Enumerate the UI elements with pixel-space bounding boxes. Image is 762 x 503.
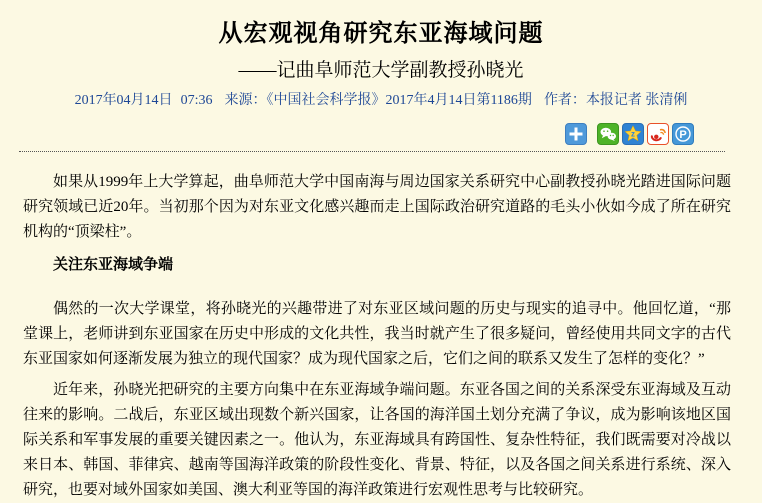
paragraph: 偶然的一次大学课堂，将孙晓光的兴趣带进了对东亚区域问题的历史与现实的追寻中。他回忆道，“那堂课上，老师讲到东亚国家在历史中形成的文化共性，我当时就产生了很多疑问，曾经使用共同文字的古代东亚国家如何逐渐发展为独立的现代国家？成为现代国家之后，它们之间的联系又发生了怎样的变化？” [23,301,731,367]
dotted-divider [19,151,725,152]
paragraph: 近年来，孙晓光把研究的主要方向集中在东亚海域争端问题。东亚各国之间的关系深受东亚海域及互动往来的影响。二战后，东亚区域出现数个新兴国家，让各国的海洋国土划分充满了争议，成为影响该地区国际关系和军事发展的重要关键因素之一。他认为，东亚海域具有跨国性、复杂性特征，我们既需要对冷战以来日本、韩国、菲律宾、越南等国海洋政策的阶段性变化、背景、特征，以及各国之间关系进行系统、深入研究，也要对域外国家如美国、澳大利亚等国的海洋政策进行宏观性思考与比较研究。 [23,382,731,498]
source-label: 来源： [224,93,267,108]
weibo-eye-icon [647,123,669,145]
share-toolbar [0,123,762,145]
article-title: 从宏观视角研究东亚海域问题 [218,21,544,47]
author-name: 本报记者 张清俐 [585,93,688,108]
svg-text:z: z [631,129,635,139]
author-label: 作者： [543,93,586,108]
wechat-share-button[interactable] [597,123,619,145]
publish-date: 2017年04月14日 [74,93,173,108]
publish-time: 07:36 [180,93,213,108]
qzone-star-icon [622,123,644,145]
svg-text:P: P [679,129,687,141]
wechat-icon [597,123,619,145]
article-subtitle: ——记曲阜师范大学副教授孙晓光 [238,60,524,81]
qzone-share-button[interactable] [622,123,644,145]
pengyou-p-icon [672,123,694,145]
plus-icon [565,123,587,145]
share-more-button[interactable] [565,123,587,145]
source-name: 《中国社会科学报》2017年4月14日第1186期 [266,93,532,108]
section-heading: 关注东亚海域争端 [53,257,174,273]
paragraph: 如果从1999年上大学算起，曲阜师范大学中国南海与周边国家关系研究中心副教授孙晓光踏进国际问题研究领域已近20年。当初那个因为对东亚文化感兴趣而走上国际政治研究道路的毛头小伙如今成了所在研究机构的“顶梁柱”。 [23,174,731,240]
article-meta [0,93,762,109]
article-header [0,0,762,109]
pengyou-share-button[interactable] [672,123,694,145]
weibo-share-button[interactable] [647,123,669,145]
article-body [23,170,731,503]
